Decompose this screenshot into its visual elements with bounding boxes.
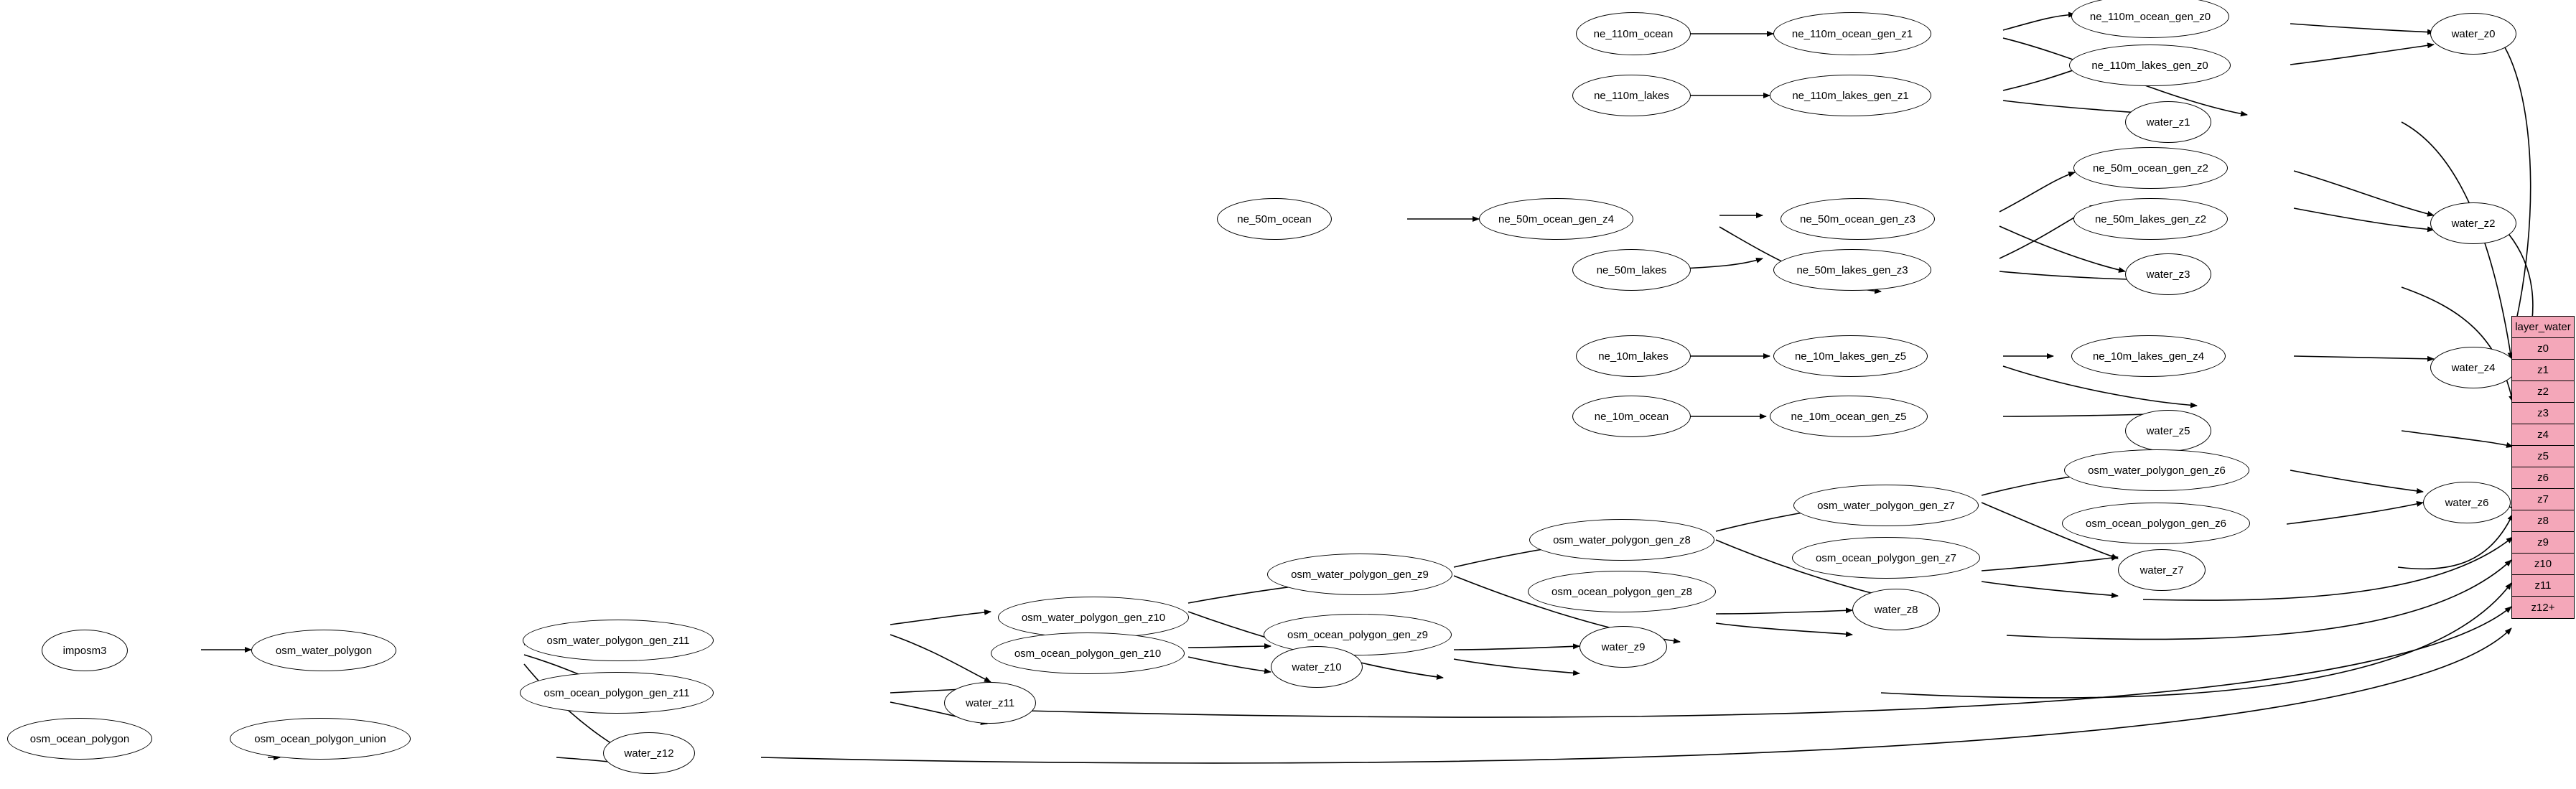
node-ne_110m_lakes[interactable]	[1572, 75, 1691, 116]
node-label: osm_ocean_polygon_gen_z10	[1014, 647, 1162, 660]
node-imposm3[interactable]	[42, 630, 128, 671]
node-osm_water_polygon_gen_z7[interactable]	[1793, 485, 1979, 526]
node-water_z6[interactable]	[2423, 482, 2511, 523]
node-water_z5[interactable]	[2125, 410, 2211, 452]
node-label: osm_water_polygon_gen_z6	[2088, 464, 2226, 477]
node-label: ne_50m_ocean	[1237, 213, 1312, 225]
table-row-z2[interactable]: z2	[2512, 381, 2574, 403]
node-osm_water_polygon[interactable]	[251, 630, 396, 671]
node-ne_10m_ocean_gen_z5[interactable]	[1770, 396, 1928, 437]
node-label: ne_110m_lakes_gen_z1	[1792, 89, 1909, 102]
node-osm_ocean_polygon_gen_z6[interactable]	[2062, 503, 2250, 544]
node-osm_ocean_polygon_gen_z8[interactable]	[1528, 571, 1716, 612]
table-row-z5[interactable]: z5	[2512, 446, 2574, 467]
node-label: ne_10m_ocean	[1594, 410, 1669, 423]
node-water_z12[interactable]	[603, 732, 695, 774]
table-row-z0[interactable]: z0	[2512, 338, 2574, 360]
node-label: ne_50m_lakes_gen_z3	[1796, 263, 1908, 276]
node-water_z7[interactable]	[2118, 549, 2206, 591]
node-label: imposm3	[62, 644, 107, 657]
table-row-z7[interactable]: z7	[2512, 489, 2574, 510]
node-label: ne_10m_ocean_gen_z5	[1791, 410, 1907, 423]
node-ne_50m_lakes_gen_z3[interactable]	[1773, 249, 1931, 291]
node-label: ne_50m_lakes_gen_z2	[2094, 213, 2207, 225]
node-water_z11[interactable]	[944, 682, 1036, 724]
node-label: water_z0	[2451, 27, 2496, 40]
table-row-z1[interactable]: z1	[2512, 360, 2574, 381]
node-label: ne_110m_ocean_gen_z0	[2089, 10, 2211, 23]
node-label: osm_water_polygon_gen_z7	[1817, 499, 1955, 512]
node-ne_50m_ocean_gen_z2[interactable]	[2073, 147, 2228, 189]
table-row-z6[interactable]: z6	[2512, 467, 2574, 489]
node-label: osm_water_polygon_gen_z9	[1291, 568, 1429, 581]
node-label: osm_ocean_polygon_gen_z8	[1551, 585, 1692, 598]
node-ne_50m_ocean[interactable]	[1217, 198, 1332, 240]
node-label: ne_50m_lakes	[1596, 263, 1667, 276]
node-label: ne_110m_lakes_gen_z0	[2091, 59, 2208, 72]
table-row-z4[interactable]: z4	[2512, 424, 2574, 446]
node-label: water_z8	[1874, 603, 1918, 616]
node-ne_10m_ocean[interactable]	[1572, 396, 1691, 437]
node-ne_110m_ocean[interactable]	[1576, 12, 1691, 55]
node-water_z9[interactable]	[1579, 626, 1667, 668]
node-osm_ocean_polygon_union[interactable]	[230, 718, 411, 760]
node-osm_water_polygon_gen_z9[interactable]	[1267, 554, 1452, 595]
node-ne_50m_ocean_gen_z4[interactable]	[1479, 198, 1633, 240]
node-ne_10m_lakes[interactable]	[1576, 335, 1691, 377]
node-ne_110m_lakes_gen_z0[interactable]	[2069, 45, 2231, 86]
node-ne_10m_lakes_gen_z4[interactable]	[2071, 335, 2226, 377]
node-ne_50m_lakes[interactable]	[1572, 249, 1691, 291]
node-osm_ocean_polygon[interactable]	[7, 718, 152, 760]
node-label: water_z4	[2451, 361, 2496, 374]
node-osm_ocean_polygon_gen_z11[interactable]	[520, 672, 714, 714]
node-water_z1[interactable]	[2125, 101, 2211, 143]
table-row-z10[interactable]: z10	[2512, 554, 2574, 575]
table-row-z9[interactable]: z9	[2512, 532, 2574, 554]
node-label: water_z3	[2146, 268, 2190, 281]
node-ne_110m_ocean_gen_z0[interactable]	[2071, 0, 2229, 38]
node-label: ne_110m_ocean_gen_z1	[1791, 27, 1913, 40]
table-row-z12plus[interactable]: z12+	[2531, 601, 2555, 614]
node-ne_110m_lakes_gen_z1[interactable]	[1770, 75, 1931, 116]
node-label: ne_10m_lakes_gen_z5	[1794, 350, 1907, 363]
node-label: osm_water_polygon_gen_z11	[546, 634, 690, 647]
node-water_z3[interactable]	[2125, 253, 2211, 295]
node-label: ne_50m_ocean_gen_z4	[1498, 213, 1614, 225]
node-water_z8[interactable]	[1852, 589, 1940, 630]
node-label: osm_ocean_polygon_gen_z7	[1816, 551, 1956, 564]
node-label: osm_water_polygon_gen_z10	[1021, 611, 1166, 624]
node-label: osm_ocean_polygon_union	[254, 732, 386, 745]
node-water_z4[interactable]	[2430, 347, 2516, 388]
node-label: ne_50m_ocean_gen_z3	[1800, 213, 1915, 225]
node-label: ne_110m_ocean	[1593, 27, 1674, 40]
node-label: osm_water_polygon	[275, 644, 373, 657]
node-label: ne_50m_ocean_gen_z2	[2093, 162, 2208, 174]
node-water_z0[interactable]	[2430, 13, 2516, 55]
node-label: osm_ocean_polygon_gen_z11	[543, 686, 690, 699]
table-row-z11[interactable]: z11	[2512, 575, 2574, 597]
node-label: osm_ocean_polygon	[29, 732, 130, 745]
node-ne_10m_lakes_gen_z5[interactable]	[1773, 335, 1928, 377]
node-label: water_z7	[2139, 564, 2184, 576]
node-label: water_z12	[624, 747, 674, 760]
node-label: osm_water_polygon_gen_z8	[1553, 533, 1691, 546]
table-row-z3[interactable]: z3	[2512, 403, 2574, 424]
node-label: water_z11	[965, 696, 1015, 709]
node-label: water_z9	[1601, 640, 1646, 653]
node-label: ne_110m_lakes	[1594, 89, 1669, 102]
node-label: water_z10	[1292, 660, 1342, 673]
node-water_z2[interactable]	[2430, 202, 2516, 244]
node-osm_ocean_polygon_gen_z10[interactable]	[991, 632, 1185, 674]
node-osm_water_polygon_gen_z6[interactable]	[2064, 449, 2249, 491]
node-label: osm_ocean_polygon_gen_z6	[2086, 517, 2226, 530]
node-ne_50m_ocean_gen_z3[interactable]	[1781, 198, 1935, 240]
node-ne_110m_ocean_gen_z1[interactable]	[1773, 12, 1931, 55]
node-label: ne_10m_lakes	[1598, 350, 1669, 363]
node-water_z10[interactable]	[1271, 646, 1363, 688]
node-osm_water_polygon_gen_z11[interactable]	[523, 620, 714, 661]
node-label: ne_10m_lakes_gen_z4	[2092, 350, 2205, 363]
node-label: water_z2	[2451, 217, 2496, 230]
node-label: osm_ocean_polygon_gen_z9	[1287, 628, 1428, 641]
table-row-z8[interactable]: z8	[2512, 510, 2574, 532]
table-header-layer-water: layer_water	[2512, 317, 2574, 338]
node-osm_water_polygon_gen_z8[interactable]	[1529, 519, 1714, 561]
node-ne_50m_lakes_gen_z2[interactable]	[2073, 198, 2228, 240]
node-label: water_z1	[2146, 116, 2190, 129]
node-osm_ocean_polygon_gen_z7[interactable]	[1792, 537, 1980, 579]
node-label: water_z6	[2445, 496, 2489, 509]
table-layer-water[interactable]	[2511, 316, 2575, 619]
node-label: water_z5	[2146, 424, 2190, 437]
